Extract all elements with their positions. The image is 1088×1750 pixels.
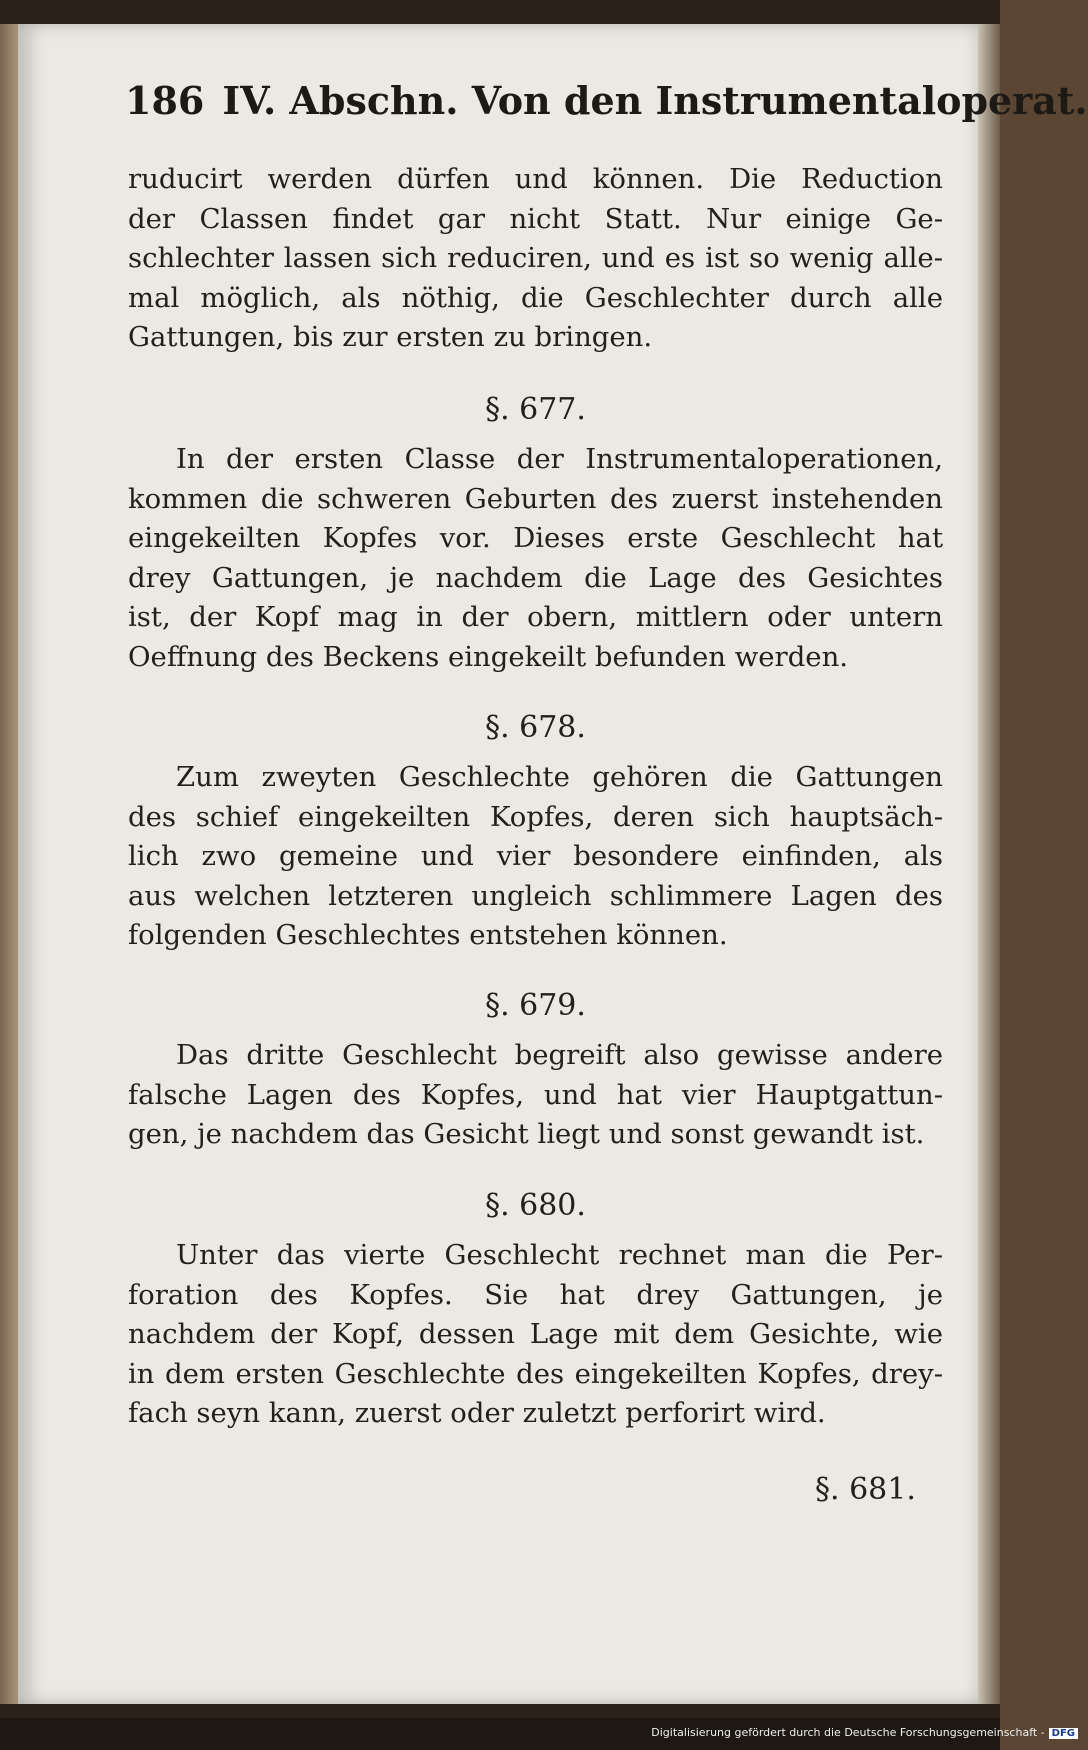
- text-line: In der ersten Classe der Instrumentaloperationen,: [176, 443, 943, 475]
- intro-paragraph: [128, 160, 943, 358]
- section-heading: §. 678.: [485, 710, 586, 745]
- text-line: des schief eingekeilten Kopfes, deren sich hauptsäch-: [128, 800, 943, 833]
- text-line: fach seyn kann, zuerst oder zuletzt perforirt wird.: [128, 1397, 826, 1429]
- text-line: mal möglich, als nöthig, die Geschlechter durch alle: [128, 281, 943, 314]
- section-heading: §. 679.: [485, 988, 586, 1023]
- text-line: drey Gattungen, je nachdem die Lage des Gesichtes: [128, 561, 943, 594]
- book-spine: [0, 24, 18, 1704]
- section-paragraph: [128, 1236, 943, 1434]
- section-paragraph: [128, 758, 943, 956]
- text-line: der Classen findet gar nicht Statt. Nur einige Ge-: [128, 202, 943, 235]
- text-line: lich zwo gemeine und vier besondere einfinden, als: [128, 840, 943, 872]
- text-line: ist, der Kopf mag in der obern, mittlern oder untern: [128, 601, 943, 633]
- text-line: schlechter lassen sich reduciren, und es ist so wenig alle-: [128, 242, 943, 274]
- text-line: ruducirt werden dürfen und können. Die Reduction: [128, 163, 943, 195]
- text-line: Unter das vierte Geschlecht rechnet man die Per-: [176, 1239, 943, 1271]
- digitization-credit: [651, 1726, 1078, 1739]
- page-edge: [978, 24, 1000, 1704]
- text-line: nachdem der Kopf, dessen Lage mit dem Gesichte, wie: [128, 1318, 943, 1350]
- text-line: Das dritte Geschlecht begreift also gewisse andere: [176, 1039, 943, 1071]
- text-line: folgenden Geschlechtes entstehen können.: [128, 919, 728, 951]
- text-line: Zum zweyten Geschlechte gehören die Gattungen: [176, 761, 943, 793]
- text-line: in dem ersten Geschlechte des eingekeilten Kopfes, drey-: [128, 1357, 943, 1390]
- text-line: Gattungen, bis zur ersten zu bringen.: [128, 321, 653, 353]
- text-line: kommen die schweren Geburten des zuerst instehenden: [128, 482, 943, 515]
- text-line: foration des Kopfes. Sie hat drey Gattungen, je: [128, 1278, 943, 1311]
- running-header: [125, 78, 1088, 138]
- page-number: 186: [125, 78, 205, 123]
- text-line: aus welchen letzteren ungleich schlimmere Lagen des: [128, 879, 943, 912]
- text-line: falsche Lagen des Kopfes, und hat vier Hauptgattun-: [128, 1078, 943, 1111]
- catchword: §. 681.: [815, 1472, 916, 1507]
- credit-text: Digitalisierung gefördert durch die Deutsche Forschungsgemeinschaft -: [651, 1726, 1045, 1739]
- section-heading: §. 680.: [485, 1188, 586, 1223]
- text-line: eingekeilten Kopfes vor. Dieses erste Geschlecht hat: [128, 522, 943, 554]
- section-heading: §. 677.: [485, 392, 586, 427]
- text-line: gen, je nachdem das Gesicht liegt und sonst gewandt ist.: [128, 1118, 925, 1150]
- text-line: Oeffnung des Beckens eingekeilt befunden werden.: [128, 640, 849, 673]
- dfg-logo: DFG: [1049, 1728, 1078, 1739]
- section-paragraph: [128, 440, 943, 677]
- running-title: IV. Abschn. Von den Instrumentaloperat.: [222, 78, 1088, 123]
- section-paragraph: [128, 1036, 943, 1155]
